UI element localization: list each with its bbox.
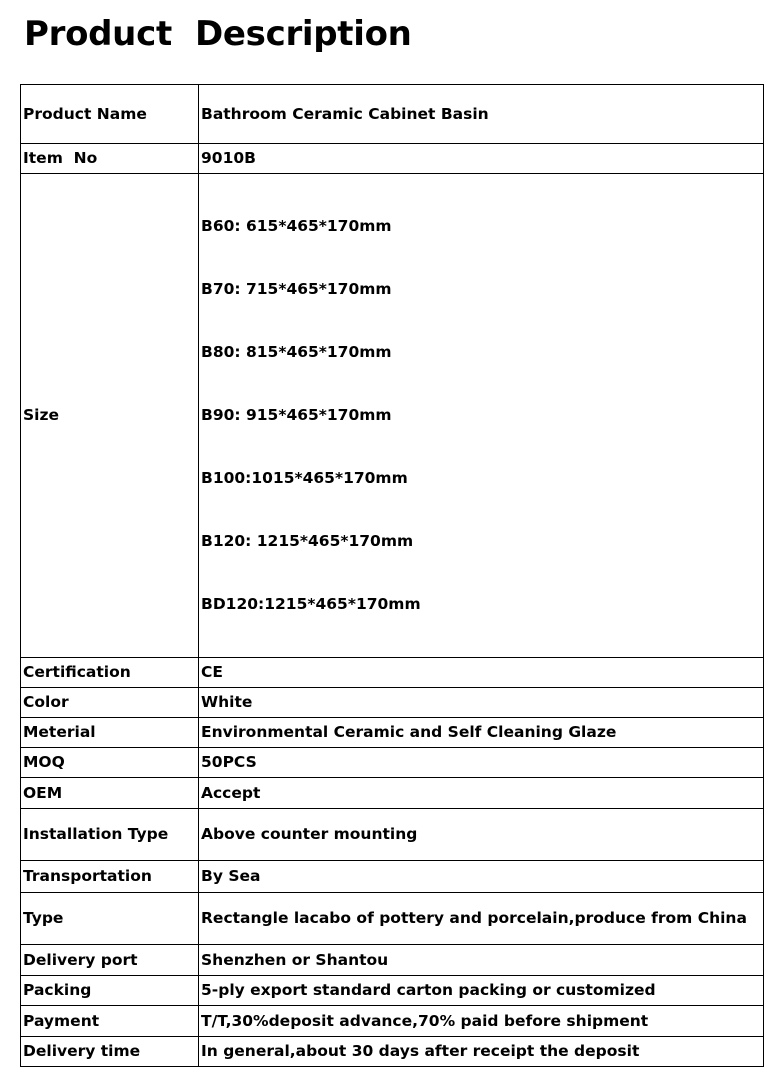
size-line: B120: 1215*465*170mm [201,532,414,550]
page-title: Product Description [24,14,412,54]
product-spec-table [20,84,764,1067]
size-line: B90: 915*465*170mm [201,406,392,424]
table-row [21,174,764,658]
row-label-payment: Payment [21,1006,199,1037]
table-row [21,976,764,1006]
table-row [21,718,764,748]
row-label-installation-type: Installation Type [21,809,199,861]
row-value-delivery-time: In general,about 30 days after receipt the deposit [199,1037,764,1067]
row-value-moq: 50PCS [199,748,764,778]
table-row [21,945,764,976]
table-row [21,85,764,144]
size-line: B100:1015*465*170mm [201,469,408,487]
table-row [21,748,764,778]
row-label-product-name: Product Name [21,85,199,144]
row-label-packing: Packing [21,976,199,1006]
row-label-color: Color [21,688,199,718]
row-value-packing: 5-ply export standard carton packing or customized [199,976,764,1006]
row-label-delivery-time: Delivery time [21,1037,199,1067]
row-value-delivery-port: Shenzhen or Shantou [199,945,764,976]
row-value-certification: CE [199,658,764,688]
table-row [21,861,764,893]
table-row [21,1006,764,1037]
row-value-item-no: 9010B [199,144,764,174]
table-row [21,778,764,809]
table-row [21,658,764,688]
table-row [21,893,764,945]
row-value-payment: T/T,30%deposit advance,70% paid before shipment [199,1006,764,1037]
size-line: B60: 615*465*170mm [201,217,392,235]
row-label-size: Size [21,174,199,658]
row-label-oem: OEM [21,778,199,809]
row-value-transportation: By Sea [199,861,764,893]
table-row [21,809,764,861]
row-label-moq: MOQ [21,748,199,778]
row-label-delivery-port: Delivery port [21,945,199,976]
row-value-product-name: Bathroom Ceramic Cabinet Basin [199,85,764,144]
row-label-item-no: Item No [21,144,199,174]
table-row [21,1037,764,1067]
row-value-type: Rectangle lacabo of pottery and porcelain,produce from China [199,893,764,945]
row-value-size [199,174,764,658]
row-label-material: Meterial [21,718,199,748]
size-line: BD120:1215*465*170mm [201,595,421,613]
row-label-transportation: Transportation [21,861,199,893]
row-value-installation-type: Above counter mounting [199,809,764,861]
row-value-color: White [199,688,764,718]
size-line: B70: 715*465*170mm [201,280,392,298]
row-label-certification: Certification [21,658,199,688]
table-row [21,688,764,718]
size-line: B80: 815*465*170mm [201,343,392,361]
row-label-type: Type [21,893,199,945]
row-value-material: Environmental Ceramic and Self Cleaning Glaze [199,718,764,748]
table-row [21,144,764,174]
row-value-oem: Accept [199,778,764,809]
